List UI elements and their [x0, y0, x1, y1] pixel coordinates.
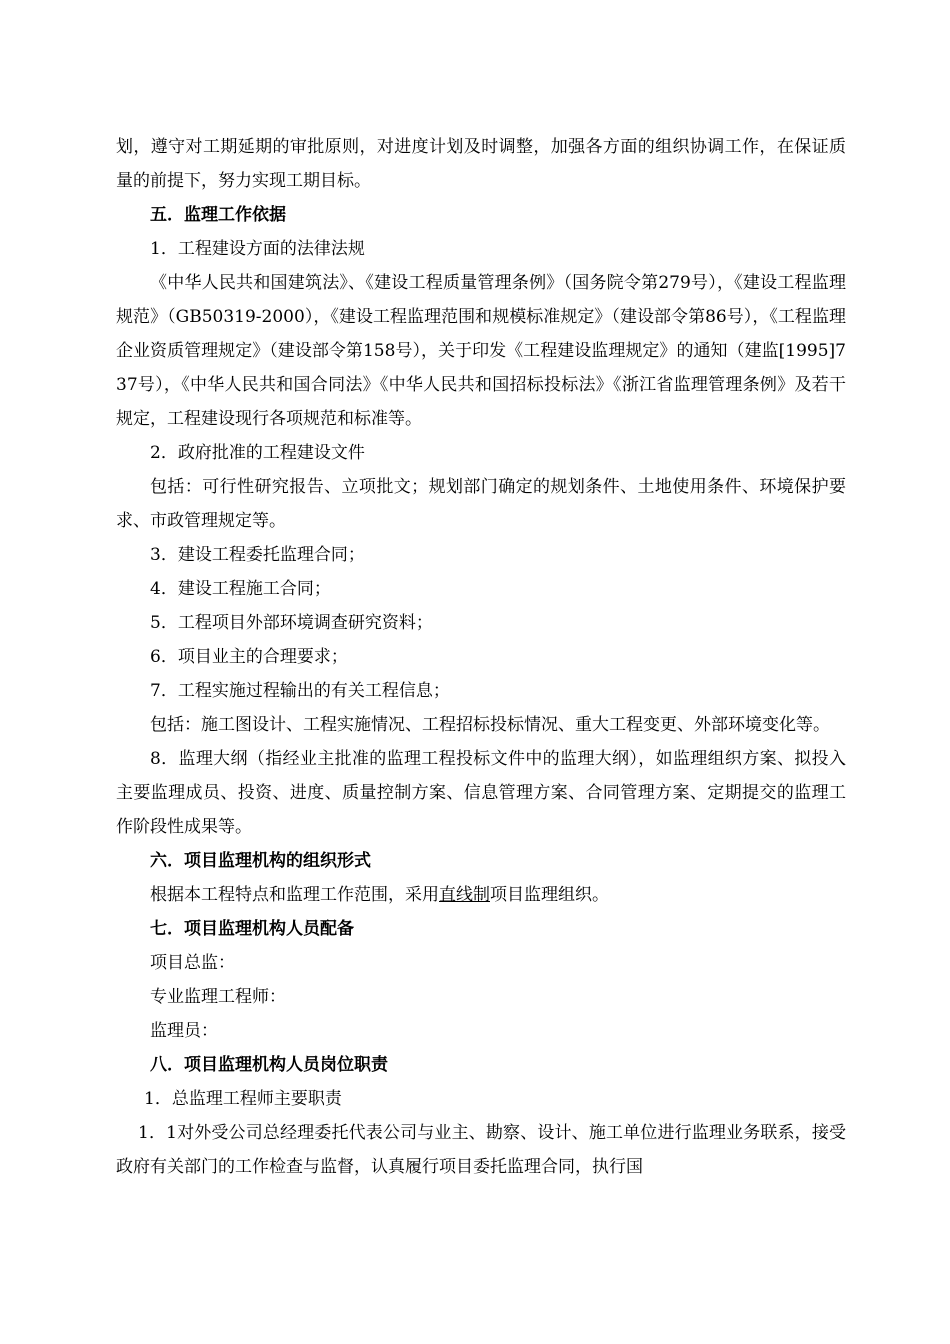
item-6: 6．项目业主的合理要求；: [150, 647, 348, 667]
organization-form-text-before: 根据本工程特点和监理工作范围，采用: [150, 885, 439, 905]
item-2-heading: 2．政府批准的工程建设文件: [150, 443, 365, 463]
paragraph-engineering-info: 包括：施工图设计、工程实施情况、工程招标投标情况、重大工程变更、外部环境变化等。: [150, 715, 830, 735]
item-8-supervision-outline: 8．监理大纲（指经业主批准的监理工程投标文件中的监理大纲），如监理组织方案、拟投入主要监理成员、投资、进度、质量控制方案、信息管理方案、合同管理方案、定期提交的监理工作阶段性成果等。: [116, 749, 846, 837]
item-1-heading: 1．工程建设方面的法律法规: [150, 239, 365, 259]
paragraph-government-docs: 包括：可行性研究报告、立项批文；规划部门确定的规划条件、土地使用条件、环境保护要求、市政管理规定等。: [116, 477, 846, 531]
organization-form-type: 直线制: [439, 885, 490, 905]
duty-chief-engineer-heading: 1．总监理工程师主要职责: [144, 1089, 342, 1109]
item-4: 4．建设工程施工合同；: [150, 579, 331, 599]
paragraph-laws-list: 《中华人民共和国建筑法》、《建设工程质量管理条例》（国务院令第279号），《建设工程监理规范》（GB50319-2000），《建设工程监理范围和规模标准规定》（建设部令第86号），《工程监理企业资质管理规定》（建设部令第158号），关于印发《工程建设监理规定》的通知（建监[1995]737号），《中华人民共和国合同法》《中华人民共和国招标投标法》《浙江省监理管理条例》及若干规定，工程建设现行各项规范和标准等。: [116, 273, 846, 429]
staff-chief-supervisor: 项目总监：: [150, 953, 235, 973]
section-heading-5: 五．监理工作依据: [150, 205, 286, 225]
section-heading-7: 七．项目监理机构人员配备: [150, 919, 354, 939]
paragraph-organization-form: [116, 878, 846, 912]
organization-form-text-after: 项目监理组织。: [490, 885, 609, 905]
paragraph-schedule-continuation: 划，遵守对工期延期的审批原则，对进度计划及时调整，加强各方面的组织协调工作，在保证质量的前提下，努力实现工期目标。: [116, 137, 846, 191]
document-body: [116, 130, 846, 1184]
item-7: 7．工程实施过程输出的有关工程信息；: [150, 681, 450, 701]
item-3: 3．建设工程委托监理合同；: [150, 545, 365, 565]
section-heading-6: 六．项目监理机构的组织形式: [150, 851, 371, 871]
paragraph-duty-1-1: 1．1对外受公司总经理委托代表公司与业主、勘察、设计、施工单位进行监理业务联系，接受政府有关部门的工作检查与监督，认真履行项目委托监理合同，执行国: [116, 1123, 846, 1177]
section-heading-8: 八．项目监理机构人员岗位职责: [150, 1055, 388, 1075]
item-5: 5．工程项目外部环境调查研究资料；: [150, 613, 433, 633]
staff-professional-engineer: 专业监理工程师：: [150, 987, 286, 1007]
staff-supervisor: 监理员：: [150, 1021, 218, 1041]
